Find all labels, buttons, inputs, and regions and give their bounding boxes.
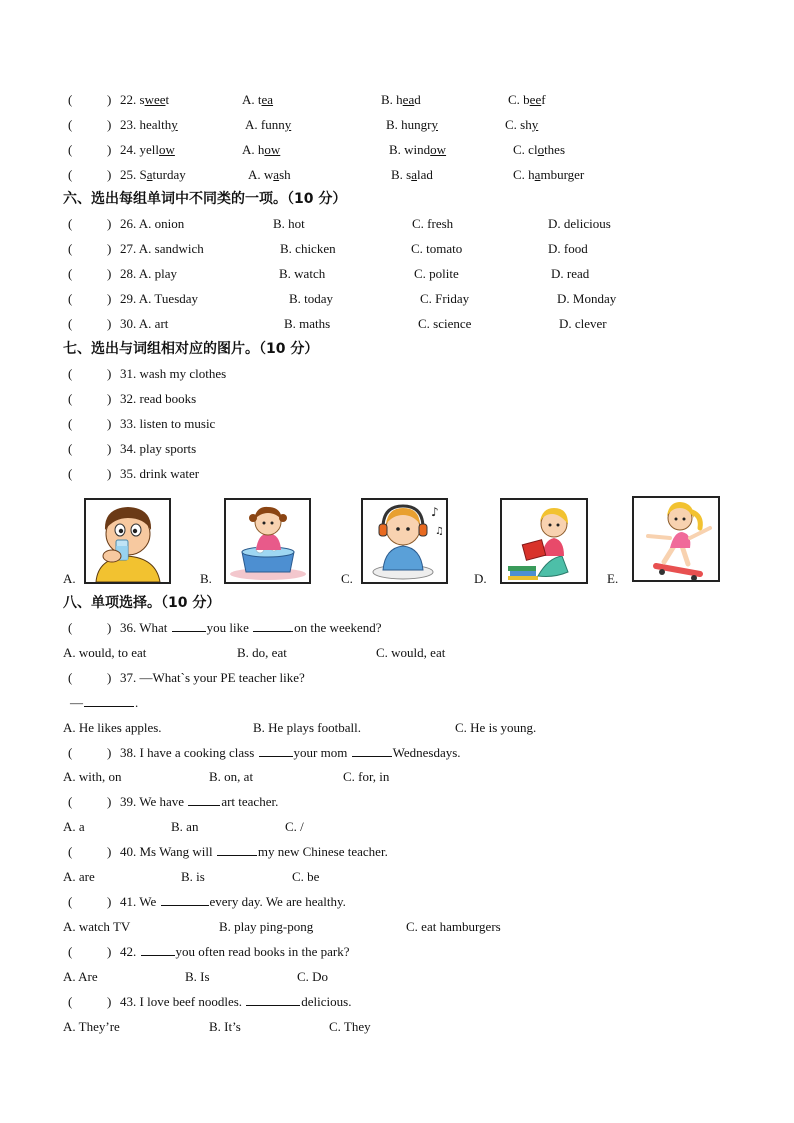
- option-b: B. watch: [279, 266, 326, 281]
- section-6-title: 六、选出每组单词中不同类的一项。（10 分）: [63, 191, 347, 207]
- picture-listen-music: [361, 498, 448, 584]
- option-b: B. It’s: [209, 1019, 241, 1034]
- svg-text:♫: ♫: [435, 526, 444, 537]
- option-b: B. play ping-pong: [219, 919, 314, 934]
- question-row-41: [0, 892, 794, 912]
- svg-text:♪: ♪: [431, 505, 439, 519]
- phrase-text: 33. listen to music: [120, 416, 216, 431]
- paren-close: ): [107, 142, 112, 157]
- picture-drink-water: [84, 498, 171, 584]
- option-a: 28. A. play: [120, 266, 178, 281]
- question-row-34: [0, 439, 794, 459]
- question-row-29: [0, 289, 794, 309]
- question-row-42: [0, 942, 794, 962]
- question-text: 41. We every day. We are healthy.: [120, 894, 346, 909]
- option-c: C. He is young.: [455, 720, 537, 735]
- question-row-24: [0, 140, 794, 160]
- paren-open: (: [68, 167, 73, 182]
- question-row-27: [0, 239, 794, 259]
- paren-open: (: [68, 92, 73, 107]
- option-a: 30. A. art: [120, 316, 169, 331]
- question-row-25: [0, 165, 794, 185]
- paren-close: ): [107, 670, 112, 685]
- option-b: B. today: [289, 291, 334, 306]
- paren-open: (: [68, 266, 73, 281]
- question-text: 39. We have art teacher.: [120, 794, 279, 809]
- answer-blank: [84, 693, 134, 707]
- phrase-text: 31. wash my clothes: [120, 366, 227, 381]
- options-row-42: [0, 967, 794, 987]
- option-c: C. polite: [414, 266, 459, 281]
- paren-open: (: [68, 316, 73, 331]
- question-row-30: [0, 314, 794, 334]
- paren-open: (: [68, 241, 73, 256]
- paren-close: ): [107, 994, 112, 1009]
- question-row-38: [0, 743, 794, 763]
- option-a: A. would, to eat: [63, 645, 147, 660]
- option-a: A. They’re: [63, 1019, 120, 1034]
- paren-open: (: [68, 670, 73, 685]
- option-b: B. salad: [391, 167, 433, 182]
- option-c: C. eat hamburgers: [406, 919, 501, 934]
- section-8-title: 八、单项选择。（10 分）: [63, 595, 221, 611]
- paren-open: (: [68, 844, 73, 859]
- option-b: B. window: [389, 142, 447, 157]
- options-row-39: [0, 817, 794, 837]
- options-row-38: [0, 767, 794, 787]
- question-row-31: [0, 364, 794, 384]
- option-c: C. science: [418, 316, 472, 331]
- question-text: 43. I love beef noodles. delicious.: [120, 994, 352, 1009]
- paren-open: (: [68, 142, 73, 157]
- girl-washing-icon: [226, 500, 309, 582]
- options-row-43: [0, 1017, 794, 1037]
- option-c: C. beef: [508, 92, 546, 107]
- paren-close: ): [107, 316, 112, 331]
- question-word: 24. yellow: [120, 142, 175, 157]
- paren-open: (: [68, 794, 73, 809]
- option-a: A. a: [63, 819, 85, 834]
- paren-close: ): [107, 291, 112, 306]
- option-c: C. clothes: [513, 142, 566, 157]
- picture-label-d: D.: [474, 571, 487, 586]
- options-row-41: [0, 917, 794, 937]
- option-d: D. Monday: [557, 291, 617, 306]
- paren-open: (: [68, 216, 73, 231]
- option-c: C. /: [285, 819, 304, 834]
- option-c: C. They: [329, 1019, 371, 1034]
- paren-open: (: [68, 117, 73, 132]
- question-text: 40. Ms Wang will my new Chinese teacher.: [120, 844, 388, 859]
- answer-line-37: [0, 693, 794, 713]
- section-7-title: 七、选出与词组相对应的图片。（10 分）: [63, 341, 319, 357]
- paren-close: ): [107, 92, 112, 107]
- answer-blank: [188, 792, 220, 806]
- question-row-40: [0, 842, 794, 862]
- question-text: 36. What you like on the weekend?: [120, 620, 382, 635]
- girl-reading-icon: [502, 500, 586, 582]
- paren-close: ): [107, 745, 112, 760]
- option-a: A. Are: [63, 969, 98, 984]
- option-a: A. tea: [242, 92, 274, 107]
- paren-open: (: [68, 416, 73, 431]
- paren-close: ): [107, 794, 112, 809]
- option-d: D. read: [551, 266, 590, 281]
- question-row-26: [0, 214, 794, 234]
- option-a: A. watch TV: [63, 919, 131, 934]
- option-b: B. Is: [185, 969, 210, 984]
- question-text: 37. —What`s your PE teacher like?: [120, 670, 305, 685]
- paren-close: ): [107, 944, 112, 959]
- option-b: B. head: [381, 92, 421, 107]
- option-b: B. do, eat: [237, 645, 287, 660]
- picture-label-a: A.: [63, 571, 76, 586]
- boy-headphones-icon: [363, 500, 446, 582]
- question-row-39: [0, 792, 794, 812]
- paren-close: ): [107, 241, 112, 256]
- question-row-28: [0, 264, 794, 284]
- paren-close: ): [107, 391, 112, 406]
- question-word: 25. Saturday: [120, 167, 186, 182]
- paren-close: ): [107, 620, 112, 635]
- question-row-23: [0, 115, 794, 135]
- phrase-text: 35. drink water: [120, 466, 200, 481]
- question-row-22: [0, 90, 794, 110]
- option-d: D. food: [548, 241, 588, 256]
- option-b: B. is: [181, 869, 205, 884]
- question-word: 23. healthy: [120, 117, 178, 132]
- answer-dash: — .: [70, 695, 139, 710]
- answer-blank: [246, 992, 300, 1006]
- option-a: A. how: [242, 142, 281, 157]
- answer-blank: [253, 618, 293, 632]
- paren-open: (: [68, 466, 73, 481]
- paren-open: (: [68, 745, 73, 760]
- phrase-text: 34. play sports: [120, 441, 197, 456]
- paren-close: ): [107, 441, 112, 456]
- picture-label-e: E.: [607, 571, 619, 586]
- picture-play-sports: [632, 496, 720, 582]
- paren-open: (: [68, 944, 73, 959]
- option-a: 26. A. onion: [120, 216, 185, 231]
- option-a: A. are: [63, 869, 95, 884]
- question-row-43: [0, 992, 794, 1012]
- option-b: B. He plays football.: [253, 720, 361, 735]
- paren-close: ): [107, 844, 112, 859]
- question-text: 38. I have a cooking class your mom Wednesdays.: [120, 745, 461, 760]
- option-b: B. hungry: [386, 117, 438, 132]
- option-c: C. Do: [297, 969, 329, 984]
- option-c: C. would, eat: [376, 645, 446, 660]
- option-c: C. be: [292, 869, 320, 884]
- answer-blank: [217, 842, 257, 856]
- question-text: 42. you often read books in the park?: [120, 944, 350, 959]
- question-row-37: [0, 668, 794, 688]
- option-a: 27. A. sandwich: [120, 241, 204, 256]
- picture-label-c: C.: [341, 571, 353, 586]
- option-c: C. hamburger: [513, 167, 585, 182]
- paren-open: (: [68, 620, 73, 635]
- option-d: D. clever: [559, 316, 607, 331]
- question-row-36: [0, 618, 794, 638]
- answer-blank: [172, 618, 206, 632]
- paren-open: (: [68, 366, 73, 381]
- options-row-40: [0, 867, 794, 887]
- answer-blank: [141, 942, 175, 956]
- picture-label-b: B.: [200, 571, 212, 586]
- boy-drinking-icon: [86, 500, 169, 582]
- option-c: C. Friday: [420, 291, 470, 306]
- option-b: B. on, at: [209, 769, 254, 784]
- option-b: B. chicken: [280, 241, 336, 256]
- phrase-text: 32. read books: [120, 391, 197, 406]
- paren-close: ): [107, 117, 112, 132]
- question-row-33: [0, 414, 794, 434]
- paren-close: ): [107, 216, 112, 231]
- paren-open: (: [68, 441, 73, 456]
- option-a: 29. A. Tuesday: [120, 291, 199, 306]
- option-a: A. funny: [245, 117, 292, 132]
- option-a: A. with, on: [63, 769, 122, 784]
- question-row-32: [0, 389, 794, 409]
- paren-close: ): [107, 466, 112, 481]
- option-c: C. for, in: [343, 769, 390, 784]
- answer-blank: [259, 743, 293, 757]
- option-b: B. an: [171, 819, 199, 834]
- picture-wash-clothes: [224, 498, 311, 584]
- option-a: A. He likes apples.: [63, 720, 162, 735]
- option-d: D. delicious: [548, 216, 611, 231]
- answer-blank: [352, 743, 392, 757]
- options-row-37: [0, 718, 794, 738]
- option-c: C. tomato: [411, 241, 463, 256]
- girl-skateboarding-icon: [634, 498, 718, 580]
- option-b: B. hot: [273, 216, 305, 231]
- option-b: B. maths: [284, 316, 331, 331]
- option-c: C. fresh: [412, 216, 454, 231]
- question-row-35: [0, 464, 794, 484]
- question-word: 22. sweet: [120, 92, 170, 107]
- picture-read-books: [500, 498, 588, 584]
- option-c: C. shy: [505, 117, 539, 132]
- paren-close: ): [107, 266, 112, 281]
- paren-open: (: [68, 994, 73, 1009]
- paren-open: (: [68, 391, 73, 406]
- paren-close: ): [107, 167, 112, 182]
- paren-close: ): [107, 416, 112, 431]
- paren-close: ): [107, 894, 112, 909]
- paren-open: (: [68, 291, 73, 306]
- paren-open: (: [68, 894, 73, 909]
- options-row-36: [0, 643, 794, 663]
- answer-blank: [161, 892, 209, 906]
- paren-close: ): [107, 366, 112, 381]
- option-a: A. wash: [248, 167, 291, 182]
